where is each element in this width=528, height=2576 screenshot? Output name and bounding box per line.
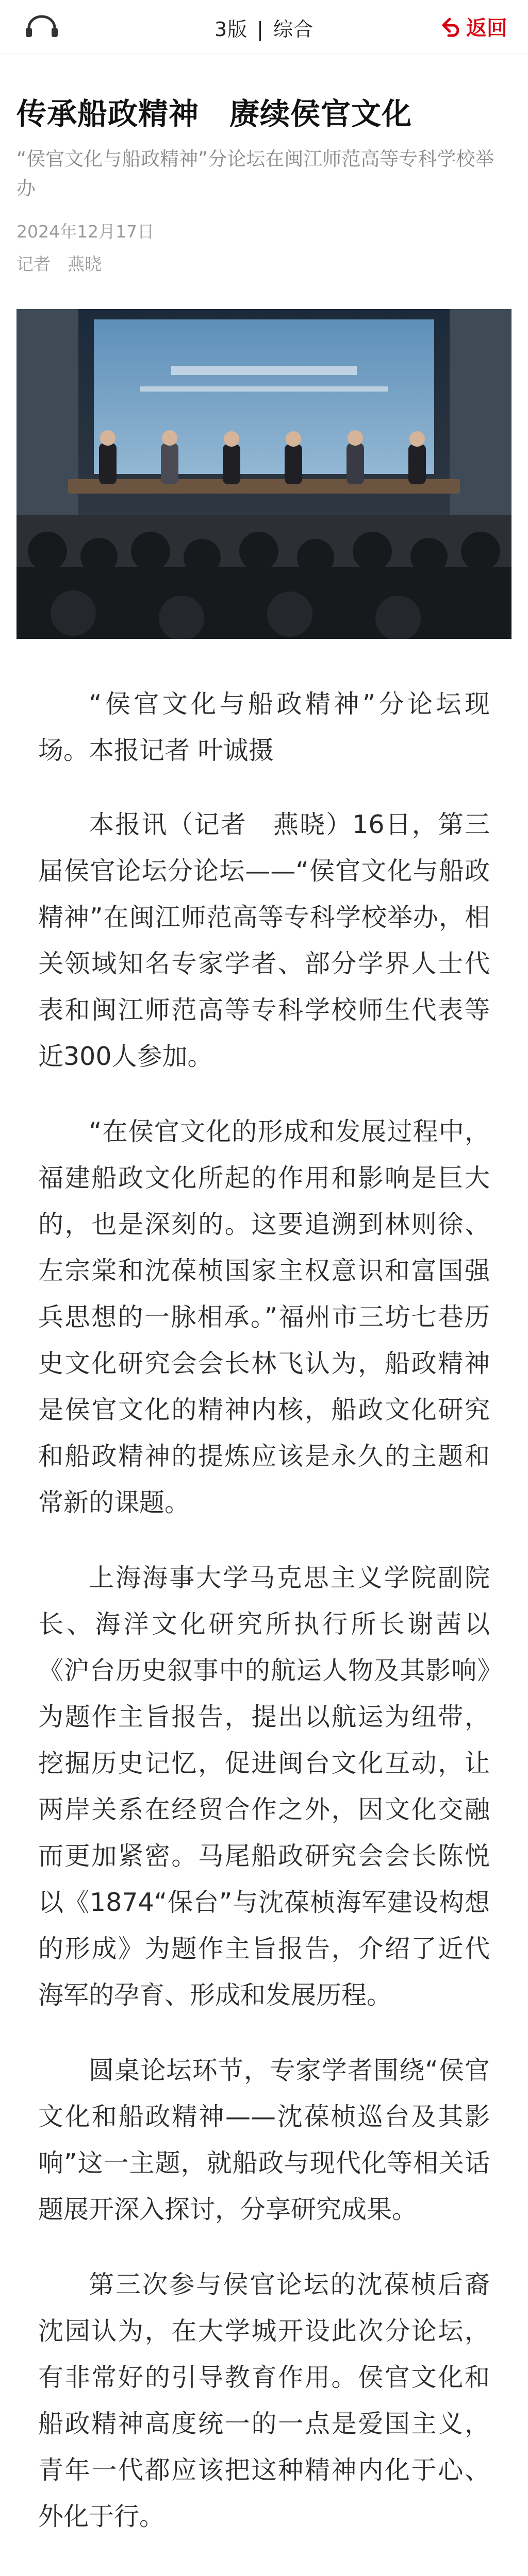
paragraph [38,2569,490,2576]
issue-info: 3版 | 综合 [214,18,314,41]
photo-caption: “侯官文化与船政精神”分论坛现场。本报记者 叶诚摄 [38,689,490,765]
paragraph: 上海海事大学马克思主义学院副院长、海洋文化研究所执行所长谢茜以《沪台历史叙事中的航运人物及其影响》为题作主旨报告，提出以航运为纽带，挖掘历史记忆，促进闽台文化互动，让两岸关系在经贸合作之外，因文化交融而更加紧密。马尾船政研究会会长陈悦以《1874“保台”与沈葆桢海军建设构想的形成》为题作主旨报告，介绍了近代海军的孕育、形成和发展历程。 [38,1563,490,2010]
section-name: 综合 [273,18,314,41]
article-body [16,681,512,2576]
paragraph: 第三次参与侯官论坛的沈葆桢后裔沈园认为，在大学城开设此次分论坛，有非常好的引导教育作用。侯官文化和船政精神高度统一的一点是爱国主义，青年一代都应该把这种精神内化于心、外化于行。 [38,2270,490,2531]
paragraph: 本报讯（记者 燕晓）16日，第三届侯官论坛分论坛——“侯官文化与船政精神”在闽江师范高等专科学校举办，相关领域知名专家学者、部分学界人士代表和闽江师范高等专科学校师生代表等近300人参加。 [38,810,490,1071]
paragraph: “在侯官文化的形成和发展过程中，福建船政文化所起的作用和影响是巨大的，也是深刻的。这要追溯到林则徐、左宗棠和沈葆桢国家主权意识和富国强兵思想的一脉相承。”福州市三坊七巷历史文化研究会会长林飞认为，船政精神是侯官文化的精神内核，船政文化研究和船政精神的提炼应该是永久的主题和常新的课题。 [38,1117,490,1517]
forum-photo [16,309,512,639]
article-subtitle: “侯官文化与船政精神”分论坛在闽江师范高等专科学校举办 [16,148,494,199]
article-author: 记者 燕晓 [16,254,102,274]
paragraph: 圆桌论坛环节，专家学者围绕“侯官文化和船政精神——沈葆桢巡台及其影响”这一主题，就船政与现代化等相关话题展开深入探讨，分享研究成果。 [38,2056,490,2224]
back-button[interactable] [439,12,507,40]
issue-number: 3版 [214,18,248,41]
article-title: 传承船政精神 赓续侯官文化 [16,96,412,131]
back-label: 返回 [466,16,507,40]
article-date: 2024年12月17日 [16,222,154,242]
top-bar [0,0,528,54]
back-arrow-icon [439,15,462,38]
article-container [16,54,512,2576]
